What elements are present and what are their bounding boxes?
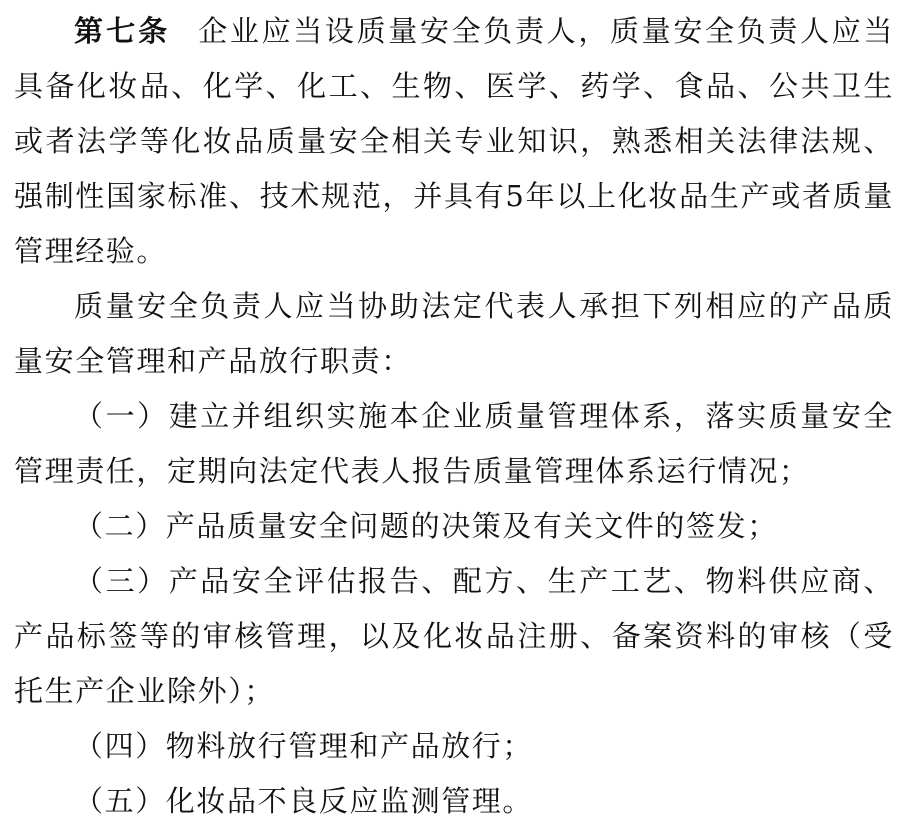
- duty-item-3: （三）产品安全评估报告、配方、生产工艺、物料供应商、产品标签等的审核管理，以及化妆品注册、备案资料的审核（受托生产企业除外）；: [14, 564, 894, 708]
- duty-item-1: （一）建立并组织实施本企业质量管理体系，落实质量安全管理责任，定期向法定代表人报告质量管理体系运行情况；: [14, 399, 894, 488]
- document-body: [14, 4, 894, 829]
- article-paragraph-1: [14, 4, 894, 279]
- duty-item-2: （二）产品质量安全问题的决策及有关文件的签发；: [74, 509, 778, 543]
- duty-item-5: （五）化妆品不良反应监测管理。: [74, 784, 534, 818]
- duty-item-4: （四）物料放行管理和产品放行；: [74, 729, 534, 763]
- article-number: 第七条: [74, 14, 171, 48]
- article-paragraph-1-text: 企业应当设质量安全负责人，质量安全负责人应当具备化妆品、化学、化工、生物、医学、药学、食品、公共卫生或者法学等化妆品质量安全相关专业知识，熟悉相关法律法规、强制性国家标准、技术规范，并具有5年以上化妆品生产或者质量管理经验。: [14, 14, 894, 268]
- article-paragraph-2: 质量安全负责人应当协助法定代表人承担下列相应的产品质量安全管理和产品放行职责：: [14, 289, 894, 378]
